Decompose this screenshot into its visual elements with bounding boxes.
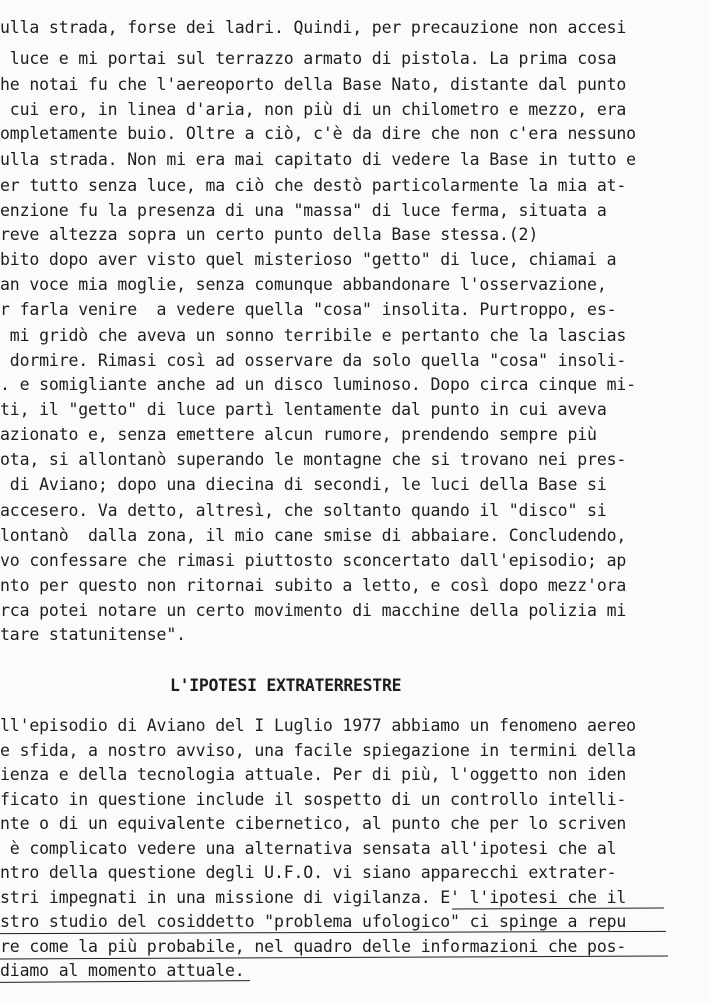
- text-line: è complicato vedere una alternativa sensata all'ipotesi che al: [0, 839, 617, 858]
- text-line: e sfida, a nostro avviso, una facile spiegazione in termini della: [0, 741, 636, 760]
- text-line: dormire. Rimasi così ad osservare da solo quella "cosa" insoli-: [0, 351, 627, 370]
- text-line: luce e mi portai sul terrazzo armato di pistola. La prima cosa: [0, 49, 617, 68]
- text-line: azionato e, senza emettere alcun rumore, prendendo sempre più: [0, 425, 597, 444]
- text-line: bito dopo aver visto quel misterioso "getto" di luce, chiamai a: [0, 250, 617, 269]
- text-line: ulla strada, forse dei ladri. Quindi, per precauzione non accesi: [0, 18, 627, 37]
- text-line: vo confessare che rimasi piuttosto sconcertato dall'episodio; ap: [0, 551, 627, 570]
- text-line: tare statunitense".: [0, 625, 186, 644]
- text-line: reve altezza sopra un certo punto della Base stessa.(2): [0, 225, 539, 244]
- text-line: ompletamente buio. Oltre a ciò, c'è da dire che non c'era nessuno: [0, 124, 636, 143]
- text-line: accesero. Va detto, altresì, che soltanto quando il "disco" si: [0, 501, 607, 520]
- text-line: di Aviano; dopo una diecina di secondi, le luci della Base si: [0, 475, 607, 494]
- text-line: diamo al momento attuale.: [0, 961, 245, 980]
- text-line: ti, il "getto" di luce partì lentamente dal punto in cui aveva: [0, 400, 607, 419]
- text-line: an voce mia moglie, senza comunque abbandonare l'osservazione,: [0, 275, 607, 294]
- underline-mark: [452, 907, 664, 909]
- text-line: ulla strada. Non mi era mai capitato di vedere la Base in tutto e: [0, 150, 636, 169]
- text-line: he notai fu che l'aereoporto della Base Nato, distante dal punto: [0, 75, 627, 94]
- section-heading: L'IPOTESI EXTRATERRESTRE: [170, 676, 402, 695]
- text-line: ficato in questione include il sospetto di un controllo intelli-: [0, 790, 627, 809]
- text-line: re come la più probabile, nel quadro delle informazioni che pos-: [0, 937, 627, 956]
- text-line: ota, si allontanò superando le montagne che si trovano nei pres-: [0, 450, 627, 469]
- text-line: lontanò dalla zona, il mio cane smise di abbaiare. Concludendo,: [0, 526, 627, 545]
- text-line: ntro della questione degli U.F.O. vi siano apparecchi extrater-: [0, 863, 617, 882]
- text-line: r farla venire a vedere quella "cosa" insolita. Purtroppo, es-: [0, 300, 617, 319]
- text-line: stro studio del cosiddetto "problema ufologico" ci spinge a repu: [0, 912, 627, 931]
- text-line: . e somigliante anche ad un disco luminoso. Dopo circa cinque mi-: [0, 375, 636, 394]
- text-line: mi gridò che aveva un sonno terribile e pertanto che la lascias: [0, 326, 627, 345]
- text-line: ienza e della tecnologia attuale. Per di più, l'oggetto non iden: [0, 765, 627, 784]
- text-line: nto per questo non ritornai subito a letto, e così dopo mezz'ora: [0, 576, 627, 595]
- text-line: cui ero, in linea d'aria, non più di un chilometro e mezzo, era: [0, 100, 627, 119]
- text-line: nte o di un equivalente cibernetico, al punto che per lo scriven: [0, 814, 627, 833]
- text-line: rca potei notare un certo movimento di macchine della polizia mi: [0, 601, 627, 620]
- text-line: er tutto senza luce, ma ciò che destò particolarmente la mia at-: [0, 176, 627, 195]
- text-line: stri impegnati in una missione di vigilanza. E' l'ipotesi che il: [0, 888, 627, 907]
- text-line: enzione fu la presenza di una "massa" di luce ferma, situata a: [0, 201, 607, 220]
- text-line: ll'episodio di Aviano del I Luglio 1977 abbiamo un fenomeno aereo: [0, 716, 636, 735]
